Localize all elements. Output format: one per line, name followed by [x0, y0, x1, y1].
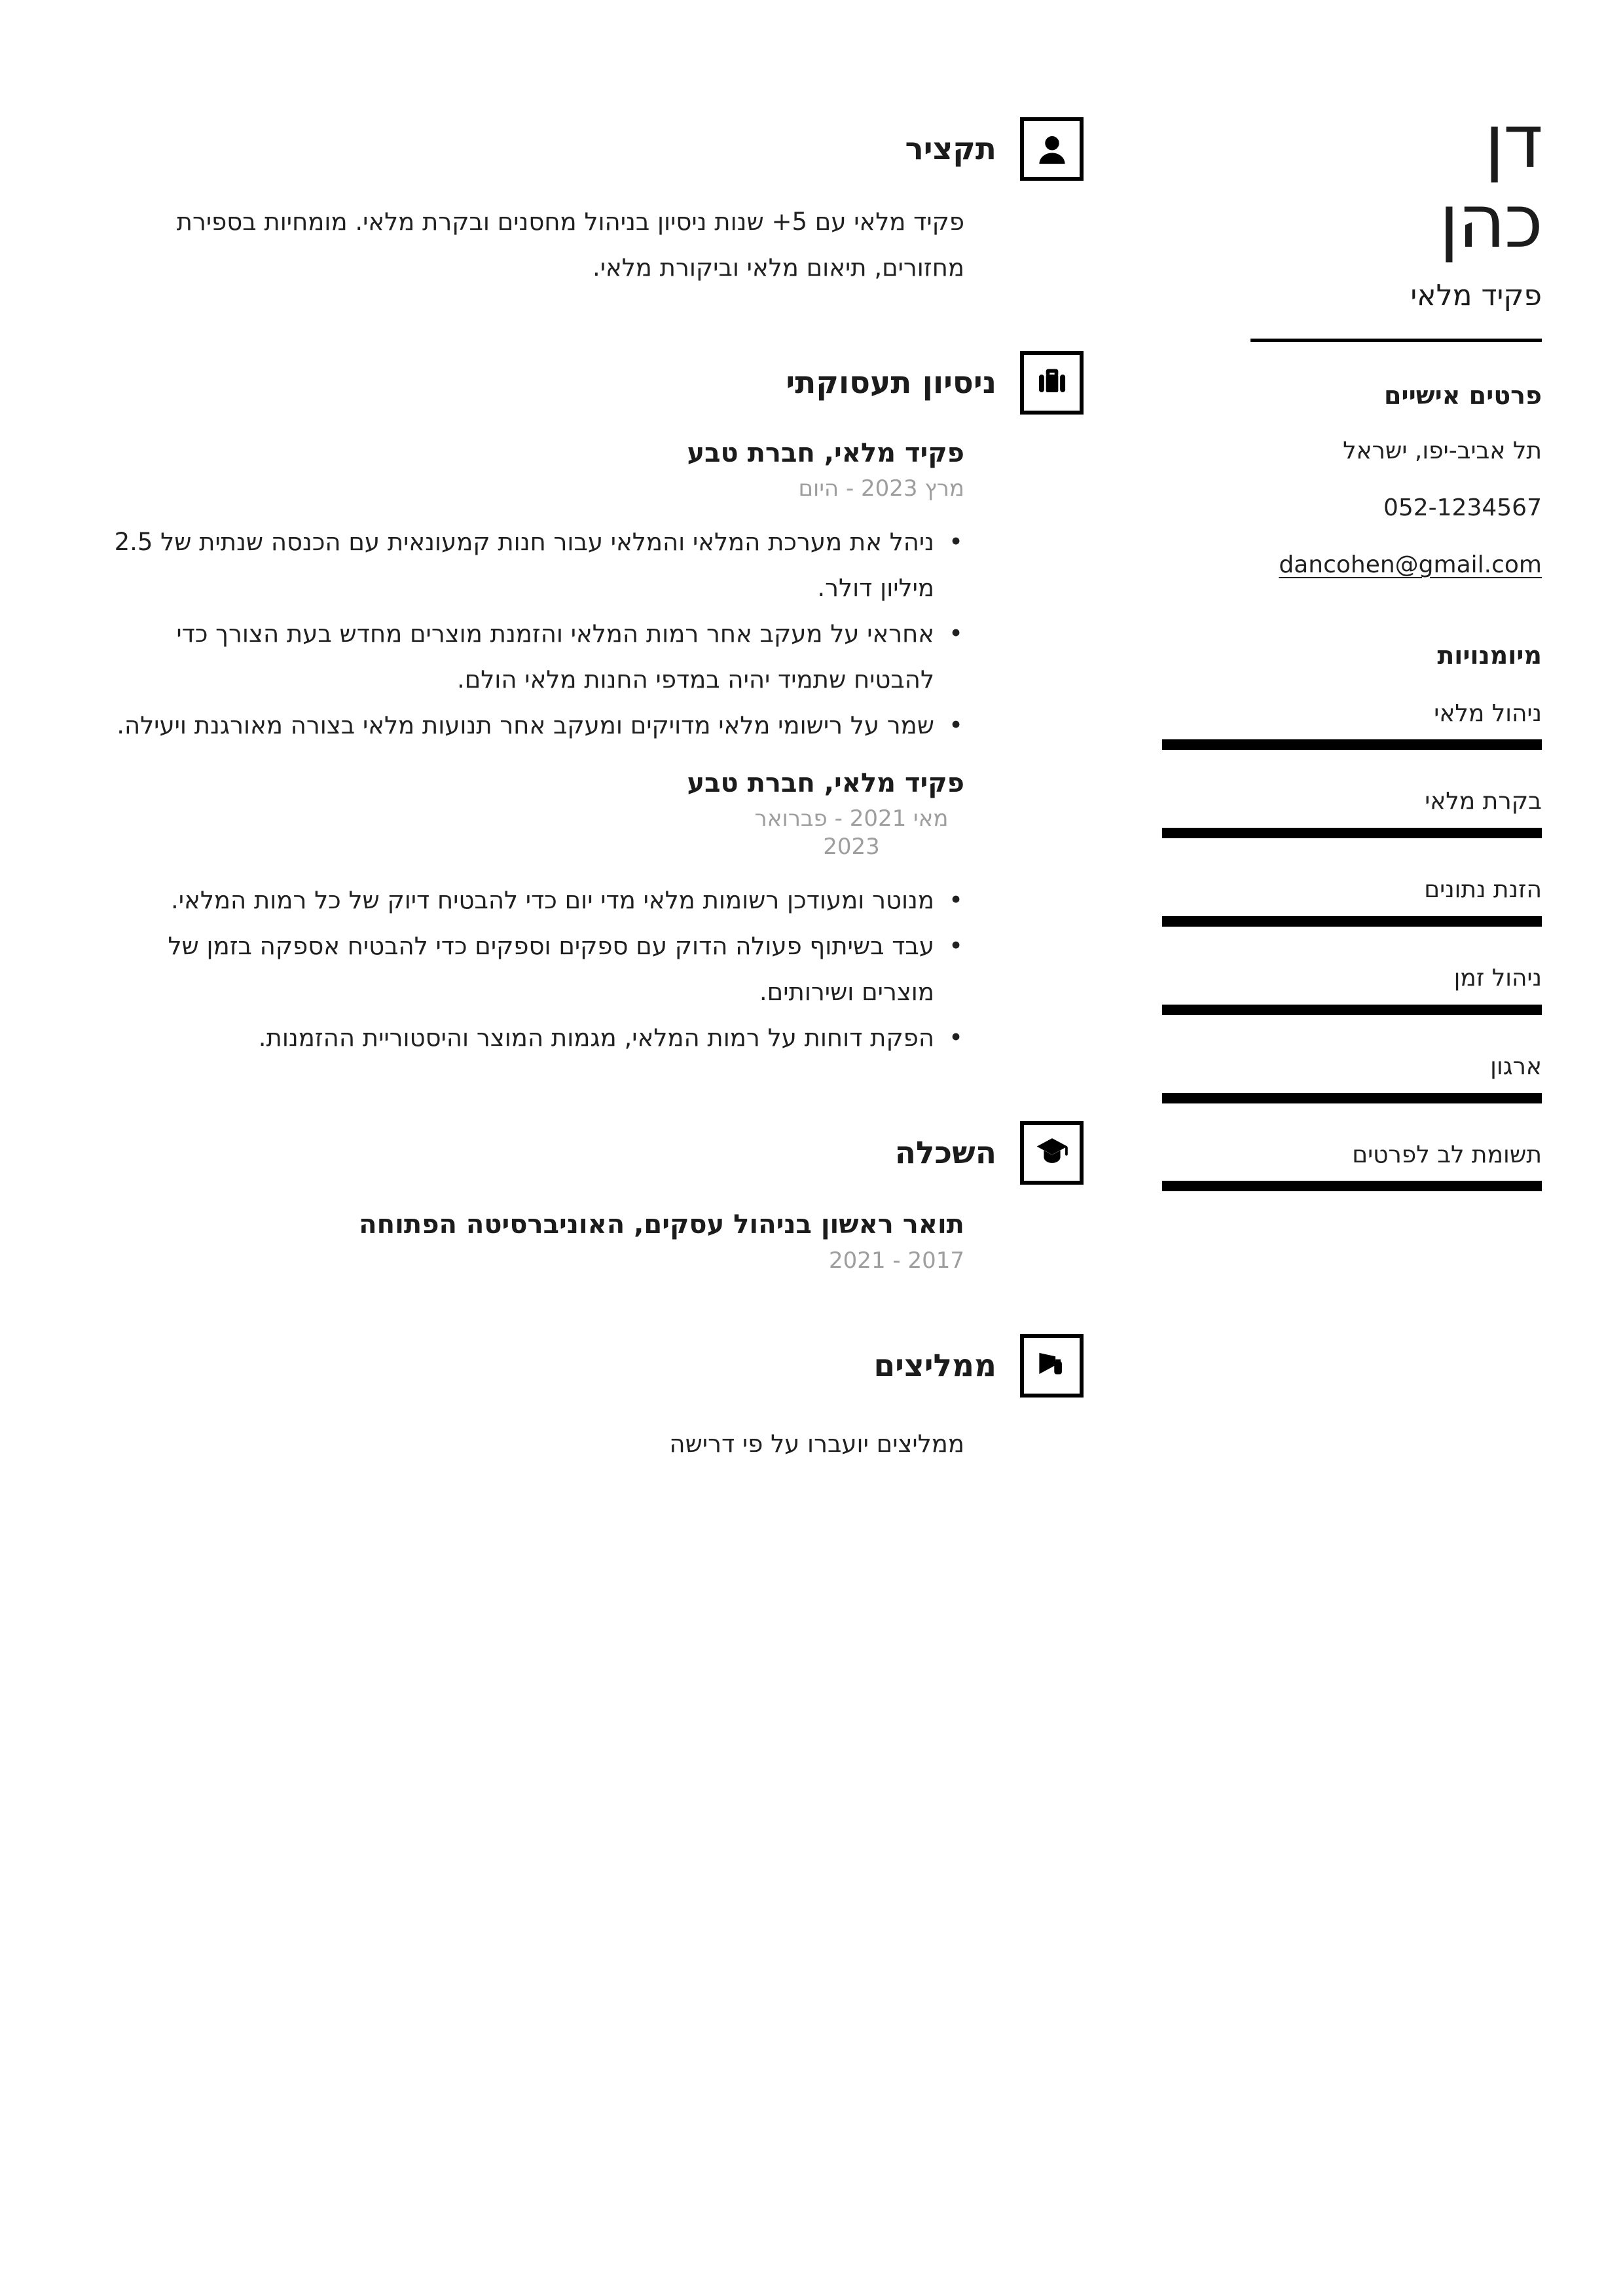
job-bullet-list — [97, 519, 964, 749]
skill-bar — [1162, 1181, 1542, 1191]
skill-item — [1162, 963, 1542, 1015]
skill-item — [1162, 787, 1542, 838]
job-bullet: • מנוטר ומעודכן רשומות מלאי מדי יום כדי להבטיח דיוק של כל רמות המלאי. — [97, 878, 964, 923]
job-dates: מאי 2021 - פברואר 2023 — [754, 805, 949, 861]
email-link[interactable]: dancohen@gmail.com — [1279, 551, 1542, 578]
education-header — [97, 1109, 1084, 1196]
job-bullet: • ניהל את מערכת המלאי והמלאי עבור חנות קמעונאית עם הכנסה שנתית של 2.5 מיליון דולר. — [97, 519, 964, 611]
section-education — [97, 1109, 1084, 1274]
skill-bar-track — [1162, 916, 1542, 927]
header-divider — [1250, 339, 1542, 342]
job-bullet: • אחראי על מעקב אחר רמות המלאי והזמנת מוצרים מחדש בעת הצורך כדי להבטיח שתמיד יהיה במדפי החנות מלאי הולם. — [97, 611, 964, 703]
personal-details-heading: פרטים אישיים — [1383, 381, 1542, 411]
education-dates: 2021 - 2017 — [829, 1247, 964, 1274]
skill-bar — [1162, 739, 1542, 750]
job-bullet: • עבד בשיתוף פעולה הדוק עם ספקים וספקים כדי להבטיח אספקה בזמן של מוצרים ושירותים. — [97, 923, 964, 1015]
skill-label: ארגון — [1490, 1052, 1542, 1080]
skill-item — [1162, 875, 1542, 927]
candidate-last-name: כהן — [1439, 179, 1542, 265]
email-row — [1162, 550, 1542, 581]
skill-bar-track — [1162, 1093, 1542, 1103]
skills-heading: מיומנויות — [1437, 640, 1542, 670]
job-entry — [97, 435, 1084, 749]
experience-heading: ניסיון תעסוקתי — [786, 365, 996, 401]
briefcase-icon — [1020, 351, 1084, 415]
graduation-cap-icon — [1020, 1121, 1084, 1185]
skill-bar — [1162, 1093, 1542, 1103]
skill-label: הזנת נתונים — [1424, 876, 1542, 904]
section-references — [97, 1322, 1084, 1467]
experience-header — [97, 339, 1084, 426]
skill-label: תשומת לב לפרטים — [1352, 1141, 1542, 1168]
candidate-name — [1162, 100, 1542, 265]
skill-bar-track — [1162, 828, 1542, 838]
skill-bar — [1162, 1005, 1542, 1015]
job-bullet: • הפקת דוחות על רמות המלאי, מגמות המוצר והיסטוריית ההזמנות. — [97, 1015, 964, 1061]
job-dates: מרץ 2023 - היום — [798, 475, 964, 502]
candidate-job-title: פקיד מלאי — [1410, 279, 1542, 313]
skill-item — [1162, 699, 1542, 750]
main-column — [97, 0, 1084, 2296]
section-summary — [97, 105, 1084, 291]
references-text: ממליצים יועברו על פי דרישה — [669, 1429, 964, 1458]
skill-bar-track — [1162, 1005, 1542, 1015]
skill-label: ניהול זמן — [1453, 964, 1542, 991]
job-bullet: • שמר על רישומי מלאי מדויקים ומעקב אחר תנועות מלאי בצורה מאורגנת ויעילה. — [97, 703, 964, 749]
skill-bar-track — [1162, 1181, 1542, 1191]
references-heading: ממליצים — [873, 1347, 996, 1384]
section-experience — [97, 339, 1084, 1061]
skill-item — [1162, 1140, 1542, 1192]
job-title: פקיד מלאי, חברת טבע — [687, 438, 964, 468]
references-header — [97, 1322, 1084, 1409]
skill-label: בקרת מלאי — [1425, 788, 1542, 815]
job-entry — [97, 766, 1084, 1061]
summary-heading: תקציר — [905, 131, 996, 167]
phone-text: 052-1234567 — [1383, 494, 1542, 521]
job-bullet-list — [97, 878, 964, 1061]
person-icon — [1020, 117, 1084, 181]
location-text: תל אביב-יפו, ישראל — [1343, 437, 1542, 465]
skill-bar — [1162, 916, 1542, 927]
job-title: פקיד מלאי, חברת טבע — [687, 768, 964, 798]
megaphone-icon — [1020, 1334, 1084, 1398]
summary-text: פקיד מלאי עם 5+ שנות ניסיון בניהול מחסנים ובקרת מלאי. מומחיות בספירת מחזורים, תיאום מלאי וביקורת מלאי. — [176, 208, 964, 282]
skill-item — [1162, 1052, 1542, 1103]
sidebar — [1162, 0, 1542, 2296]
summary-header — [97, 105, 1084, 193]
degree-title: תואר ראשון בניהול עסקים, האוניברסיטה הפתוחה — [359, 1209, 964, 1240]
candidate-first-name: דן — [1484, 100, 1542, 185]
education-heading: השכלה — [894, 1134, 996, 1171]
skill-label: ניהול מלאי — [1434, 699, 1542, 727]
skill-bar-track — [1162, 739, 1542, 750]
skill-bar — [1162, 828, 1542, 838]
